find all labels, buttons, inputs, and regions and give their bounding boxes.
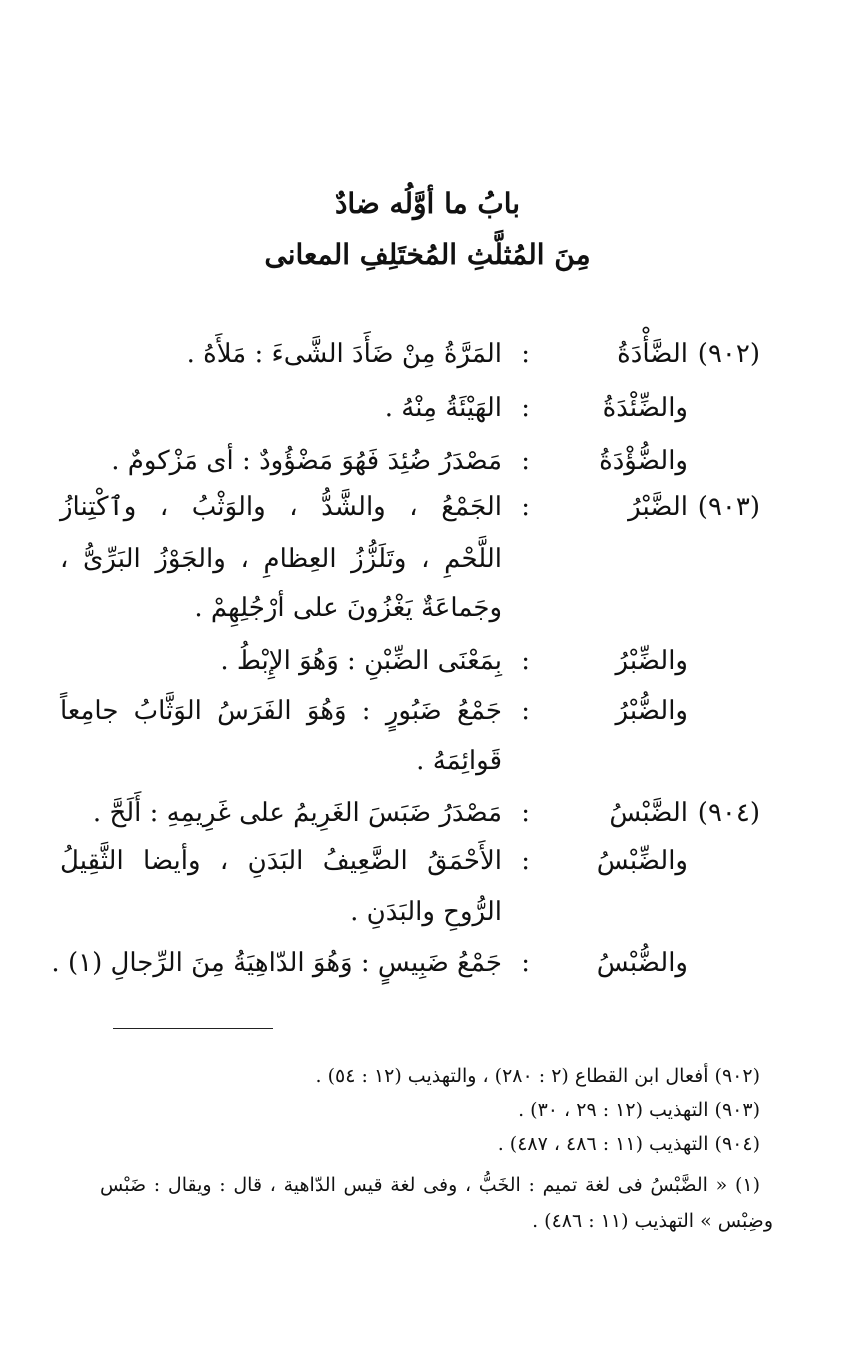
entry-headword: والضُّبْسُ xyxy=(596,948,688,978)
footnote: (٩٠٣) التهذيب (١٢ : ٢٩ ، ٣٠) . xyxy=(518,1099,760,1121)
entry-definition: مَصْدَرُ ضُئِدَ فَهُوَ مَضْؤُودٌ : أى مَزْكومٌ . xyxy=(111,446,502,476)
entry-colon: : xyxy=(521,696,530,726)
entry-number: (٩٠٢) xyxy=(697,339,760,369)
footnote-divider xyxy=(113,1028,273,1029)
entry-number: (٩٠٣) xyxy=(697,492,760,522)
footnote-continuation: وضِبْس » التهذيب (١١ : ٤٨٦) . xyxy=(532,1210,773,1232)
entry-definition: جَمْعُ ضَبُورٍ : وَهُوَ الفَرَسُ الوَثَّابُ جامِعاً xyxy=(60,696,502,726)
entry-row xyxy=(60,833,760,889)
entry-headword: الضَّأْدَةُ xyxy=(617,339,688,369)
entry-headword: والضُّبْرُ xyxy=(615,696,688,726)
entry-colon: : xyxy=(521,393,530,423)
entry-headword: الضَّبْسُ xyxy=(609,798,688,828)
entry-headword: والضُّؤْدَةُ xyxy=(599,446,688,476)
entry-headword: والضِّئْدَةُ xyxy=(602,393,688,423)
entry-colon: : xyxy=(521,446,530,476)
entry-definition: اللَّحْمِ ، وتَلَزُّزُ العِظامِ ، والجَوْزُ البَرِّىُّ ، xyxy=(60,544,502,574)
chapter-subtitle: مِنَ المُثلَّثِ المُختَلِفِ المعانى xyxy=(264,238,591,271)
entry-definition: قَوائِمَهُ . xyxy=(416,746,502,776)
entry-colon: : xyxy=(521,646,530,676)
entry-definition: وجَماعَةٌ يَغْزُونَ على أرْجُلِهِمْ . xyxy=(194,593,502,623)
footnote: (٩٠٤) التهذيب (١١ : ٤٨٦ ، ٤٨٧) . xyxy=(497,1133,760,1155)
entry-definition: الهَيْئَةُ مِنْهُ . xyxy=(384,393,502,423)
entry-row xyxy=(60,683,760,739)
entry-headword: والضِّبْرُ xyxy=(615,646,688,676)
entry-definition: الأَحْمَقُ الضَّعِيفُ البَدَنِ ، وأيضا الثَّقِيلُ xyxy=(60,846,502,876)
chapter-title: بابُ ما أوَّلُه ضادٌ xyxy=(334,187,521,220)
entry-row xyxy=(60,633,760,689)
entry-colon: : xyxy=(521,798,530,828)
entry-colon: : xyxy=(521,492,530,522)
entry-number: (٩٠٤) xyxy=(697,798,760,828)
entry-row xyxy=(60,884,760,940)
entry-definition: مَصْدَرُ ضَبَسَ الغَرِيمُ على غَرِيمِهِ : أَلَحَّ . xyxy=(92,798,502,828)
entry-colon: : xyxy=(521,846,530,876)
entry-definition: جَمْعُ ضَبِيسٍ : وَهُوَ الدّاهِيَةُ مِنَ الرِّجالِ (١) . xyxy=(51,948,502,978)
entry-definition: الجَمْعُ ، والشَّدُّ ، والوَثْبُ ، وٱكْتِنازُ xyxy=(60,492,502,522)
entry-row xyxy=(51,935,760,991)
footnote: (٩٠٢) أفعال ابن القطاع (٢ : ٢٨٠) ، والتهذيب (١٢ : ٥٤) . xyxy=(315,1065,760,1087)
entry-row xyxy=(60,733,760,789)
entry-headword: الضَّبْرُ xyxy=(628,492,688,522)
entry-row xyxy=(60,580,760,636)
entry-headword: والضِّبْسُ xyxy=(596,846,688,876)
entry-colon: : xyxy=(521,948,530,978)
entry-definition: بِمَعْنَى الضِّبْنِ : وَهُوَ الإِبْطُ . xyxy=(220,646,502,676)
entry-row xyxy=(60,326,760,382)
entry-row xyxy=(60,531,760,587)
entry-definition: المَرَّةُ مِنْ ضَأَدَ الشَّىءَ : مَلأَهُ . xyxy=(186,339,502,369)
entry-row xyxy=(60,479,760,535)
footnote: (١) « الضَّبْسُ فى لغة تميم : الخَبُّ ، وفى لغة قيس الدّاهية ، قال : ويقال : ضَبْس xyxy=(100,1174,760,1196)
entry-colon: : xyxy=(521,339,530,369)
entry-definition: الرُّوحِ والبَدَنِ . xyxy=(350,897,502,927)
entry-row xyxy=(60,380,760,436)
